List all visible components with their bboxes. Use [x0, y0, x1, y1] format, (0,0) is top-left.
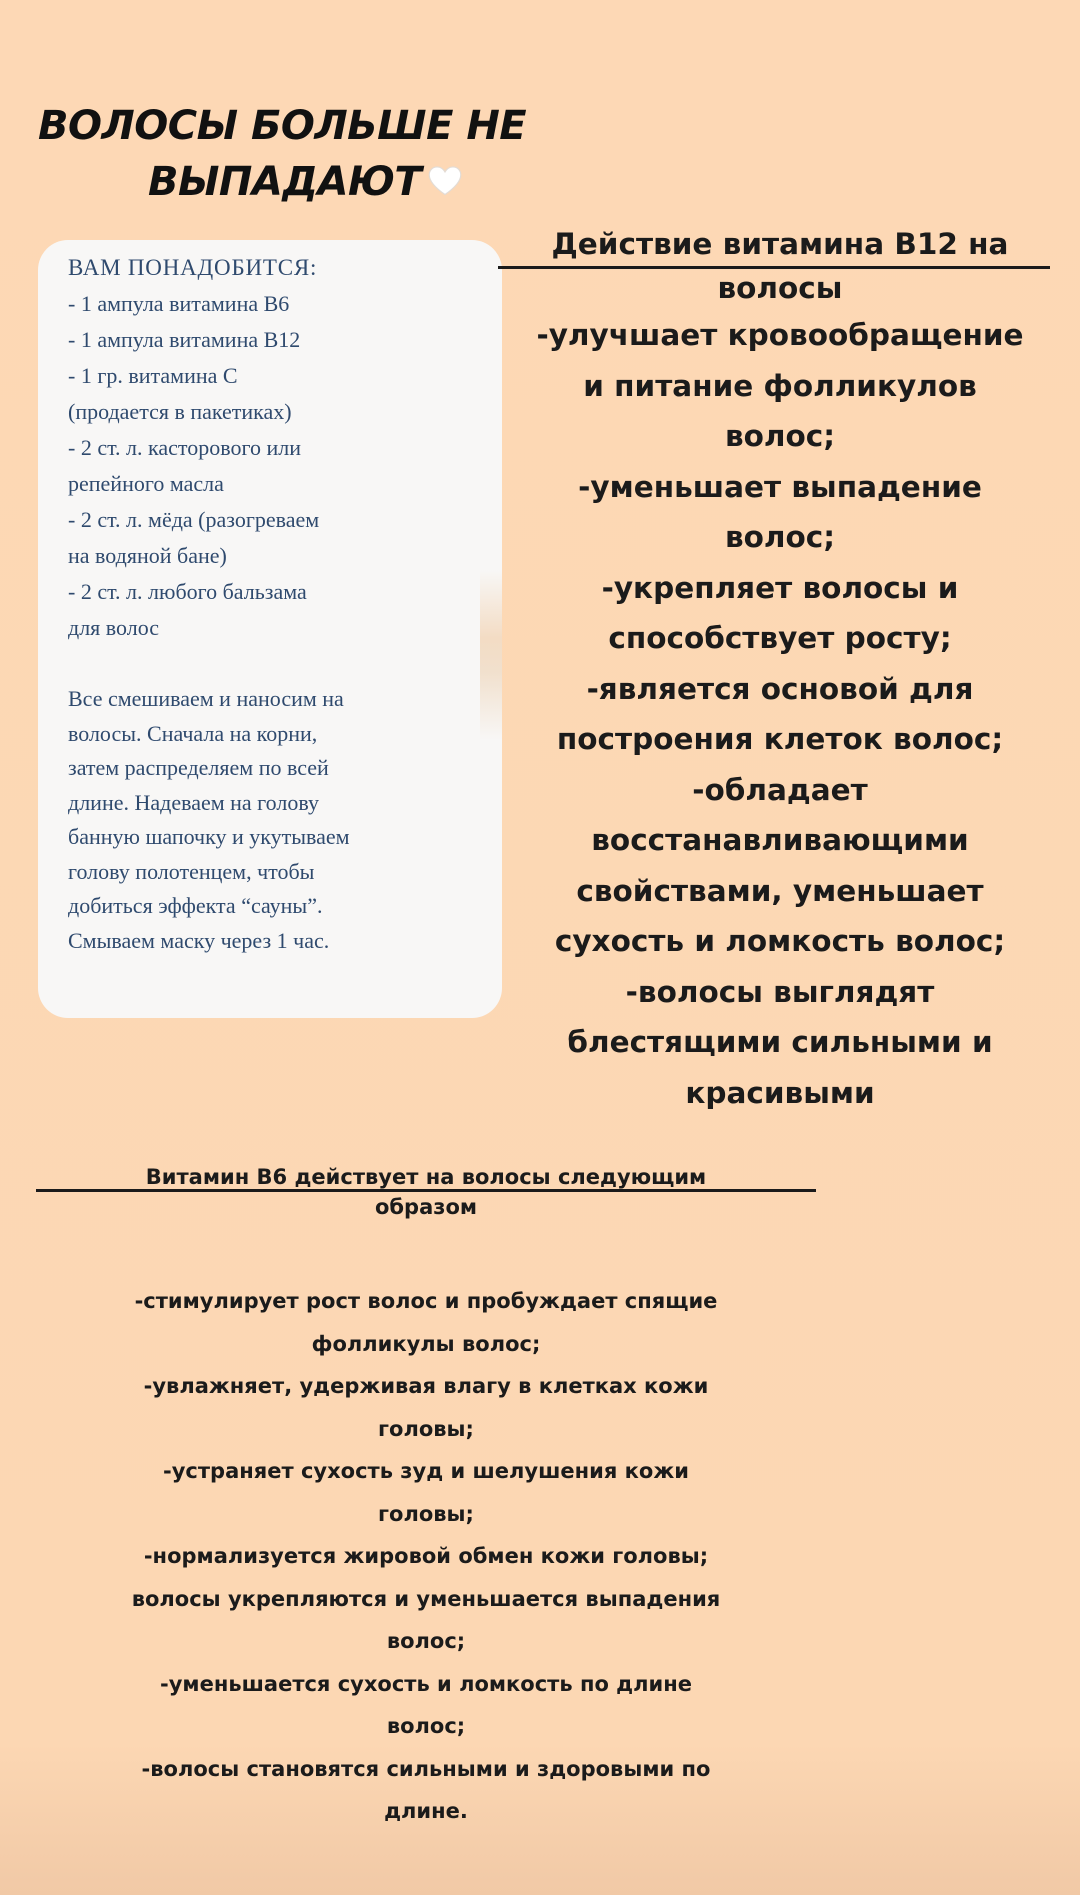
b12-line: способствует росту;: [608, 621, 952, 655]
b12-line: волос;: [724, 419, 836, 453]
b6-line: -стимулирует рост волос и пробуждает спящие: [134, 1289, 718, 1313]
b12-line: -уменьшает выпадение: [578, 469, 982, 504]
ingredient-line: - 1 ампула витамина B6: [68, 291, 290, 316]
b6-heading: [36, 1162, 816, 1222]
ingredient-line: (продается в пакетиках): [68, 399, 292, 424]
b12-line: свойствами, уменьшает: [576, 873, 984, 908]
b12-section: [510, 222, 1050, 1118]
b12-line: -обладает: [692, 772, 868, 807]
b12-line: -волосы выглядят: [625, 974, 935, 1009]
ingredient-line: на водяной бане): [68, 543, 227, 568]
b12-line: -является основой для: [586, 671, 974, 706]
b12-line: -укрепляет волосы и: [601, 570, 959, 605]
b6-line: -волосы становятся сильными и здоровыми по: [141, 1756, 711, 1781]
b6-line: -уменьшается сухость и ломкость по длине: [160, 1671, 692, 1696]
ingredient-line: - 2 ст. л. касторового или: [68, 435, 301, 460]
instruction-line: волосы. Сначала на корни,: [68, 720, 318, 746]
title-line-1: ВОЛОСЫ БОЛЬШЕ НЕ: [38, 103, 527, 149]
b6-benefits: [36, 1280, 816, 1833]
ingredient-line: для волос: [68, 615, 160, 640]
b6-line: волосы укрепляются и уменьшается выпадения: [131, 1586, 721, 1611]
instruction-line: затем распределяем по всей: [68, 755, 329, 780]
b12-heading-rule: [498, 266, 1050, 269]
instruction-line: банную шапочку и укутываем: [68, 824, 350, 849]
ingredient-line: - 1 гр. витамина С: [68, 363, 238, 388]
title-line-2-wrap: [38, 154, 598, 210]
b12-benefits: [510, 310, 1050, 1118]
b12-line: построения клеток волос;: [556, 722, 1004, 756]
b6-line: головы;: [378, 1501, 474, 1526]
recipe-heading: ВАМ ПОНАДОБИТСЯ:: [68, 255, 318, 280]
instruction-line: Смываем маску через 1 час.: [68, 927, 330, 953]
b12-heading-line-1: Действие витамина В12 на: [551, 227, 1009, 261]
b6-line: волос;: [386, 1629, 466, 1653]
instruction-line: Все смешиваем и наносим на: [68, 686, 344, 711]
b12-line: волос;: [724, 520, 836, 554]
b12-line: красивыми: [685, 1075, 875, 1110]
instructions-text: [68, 682, 502, 958]
b12-line: сухость и ломкость волос;: [554, 924, 1006, 958]
ingredient-line: репейного масла: [68, 471, 224, 496]
b6-section: [36, 1162, 816, 1833]
b6-heading-line-1: Витамин В6 действует на волосы следующим: [145, 1165, 707, 1189]
ingredient-line: - 2 ст. л. любого бальзама: [68, 579, 307, 604]
title-line-2: ВЫПАДАЮТ: [148, 159, 422, 205]
b6-line: головы;: [378, 1416, 474, 1441]
page-title: [38, 98, 598, 210]
b6-heading-line-2: образом: [374, 1195, 478, 1219]
ingredient-line: - 1 ампула витамина B12: [68, 327, 301, 352]
recipe-card: [38, 240, 502, 1018]
b6-line: -нормализуется жировой обмен кожи головы;: [143, 1544, 709, 1568]
b6-line: -увлажняет, удерживая влагу в клетках кожи: [143, 1374, 709, 1398]
instruction-line: добиться эффекта “сауны”.: [68, 893, 323, 918]
b6-line: -устраняет сухость зуд и шелушения кожи: [163, 1459, 689, 1483]
ingredient-line: - 2 ст. л. мёда (разогреваем: [68, 507, 320, 532]
b6-line: фолликулы волос;: [311, 1331, 541, 1356]
b12-line: восстанавливающими: [591, 823, 969, 857]
b12-line: -улучшает кровообращение: [536, 318, 1024, 352]
instruction-line: голову полотенцем, чтобы: [68, 858, 315, 884]
b6-heading-rule: [36, 1189, 816, 1192]
recipe-card-content: [68, 250, 502, 958]
instruction-line: длине. Надеваем на голову: [68, 789, 319, 815]
ingredient-list: [68, 286, 502, 646]
b6-line: волос;: [386, 1714, 466, 1738]
white-heart-icon: [427, 163, 463, 199]
b12-line: блестящими сильными и: [567, 1025, 993, 1059]
b12-line: и питание фолликулов: [583, 368, 977, 403]
b6-line: длине.: [384, 1799, 468, 1823]
b12-heading-line-2: волосы: [717, 271, 843, 305]
